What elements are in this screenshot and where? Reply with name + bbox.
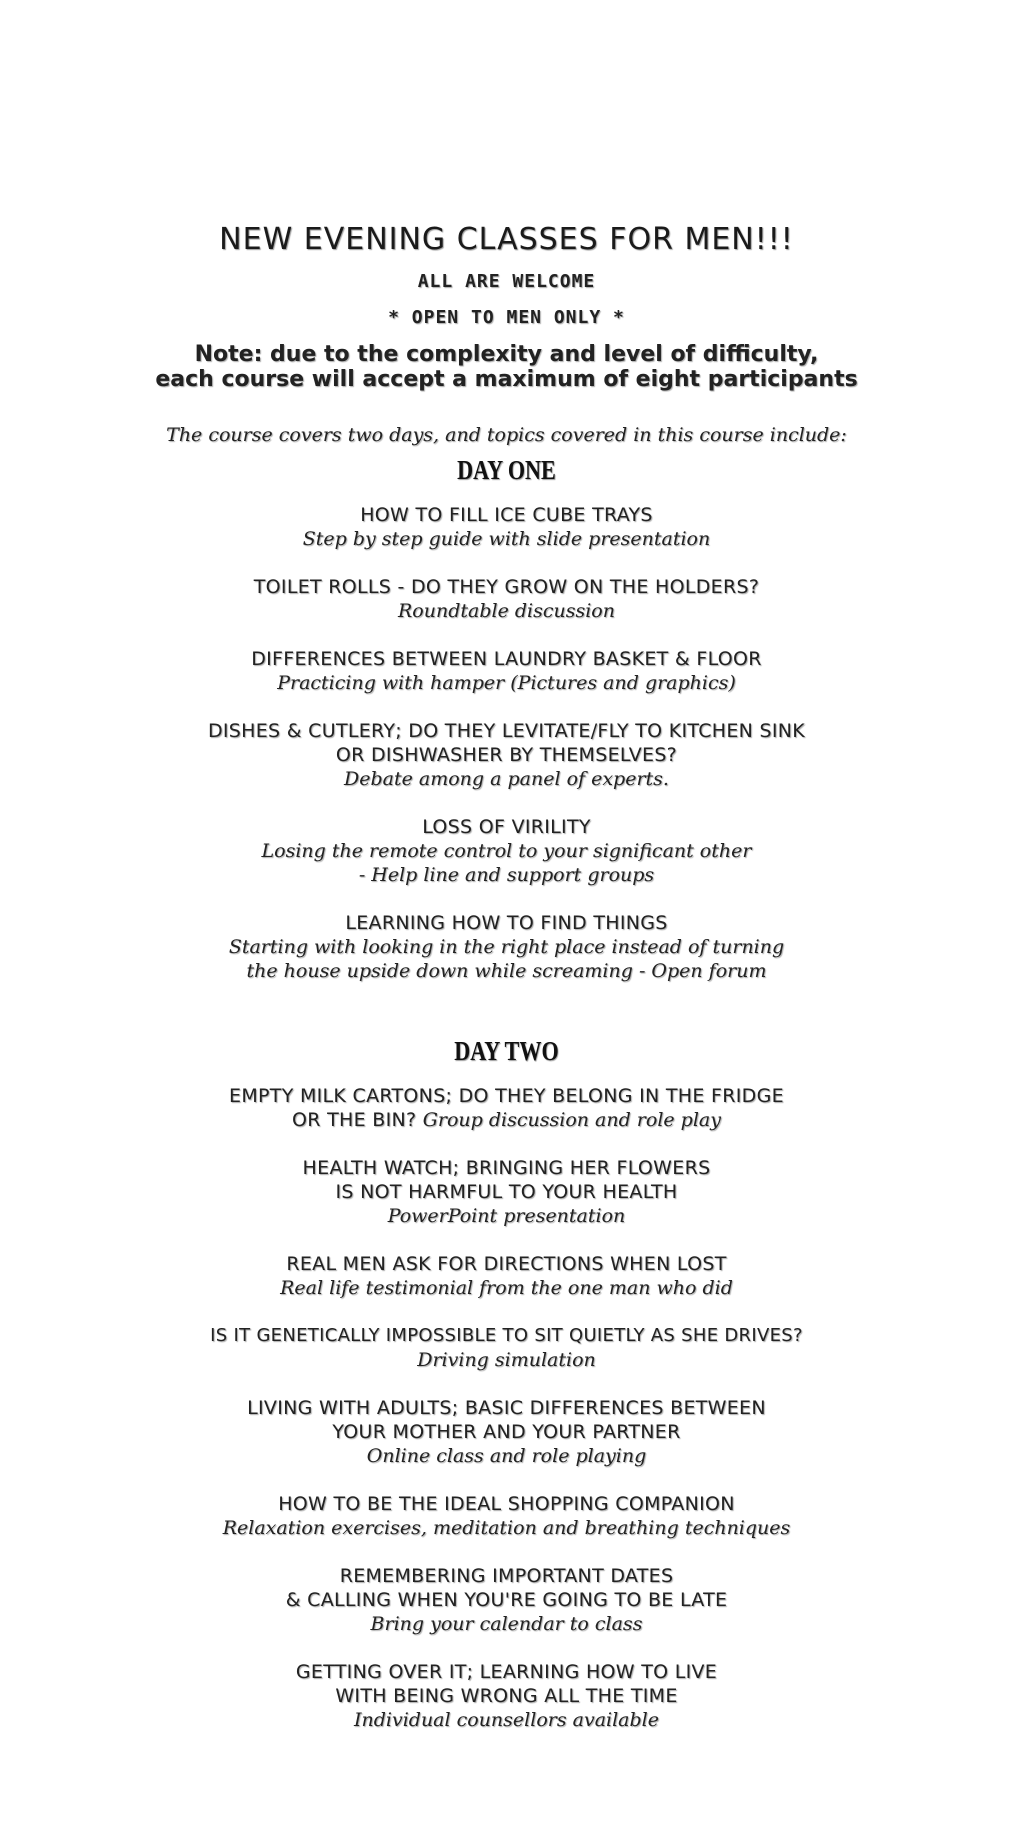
course-title: REMEMBERING IMPORTANT DATES [339, 1565, 674, 1587]
course-title: IS IT GENETICALLY IMPOSSIBLE TO SIT QUIETLY AS SHE DRIVES? [210, 1325, 803, 1346]
course-title: OR THE BIN? [292, 1109, 423, 1131]
page-title: NEW EVENING CLASSES FOR MEN!!! [219, 222, 794, 257]
course-format: Group discussion and role play [422, 1109, 721, 1131]
course-format: Debate among a panel of experts. [344, 768, 669, 790]
course-format: Driving simulation [417, 1349, 596, 1371]
course-format: Starting with looking in the right place instead of turning [228, 936, 785, 958]
course-title: HOW TO FILL ICE CUBE TRAYS [360, 504, 653, 526]
course-title: HEALTH WATCH; BRINGING HER FLOWERS [302, 1157, 711, 1179]
course-format: PowerPoint presentation [387, 1205, 626, 1227]
course-item [0, 1564, 1013, 1636]
course-format: Step by step guide with slide presentation [302, 528, 711, 550]
course-item [0, 1492, 1013, 1540]
course-title: TOILET ROLLS - DO THEY GROW ON THE HOLDERS? [253, 576, 760, 598]
course-item [0, 1324, 1013, 1372]
course-title: GETTING OVER IT; LEARNING HOW TO LIVE [295, 1661, 718, 1683]
course-item [0, 503, 1013, 551]
day-one-heading: DAY ONE [457, 455, 556, 485]
course-item [0, 1660, 1013, 1732]
course-item [0, 1396, 1013, 1468]
course-item [0, 1156, 1013, 1228]
course-title: WITH BEING WRONG ALL THE TIME [335, 1685, 678, 1707]
course-item [0, 719, 1013, 791]
course-title: LOSS OF VIRILITY [422, 816, 591, 838]
course-title: EMPTY MILK CARTONS; DO THEY BELONG IN THE FRIDGE [229, 1085, 784, 1107]
course-format: Practicing with hamper (Pictures and graphics) [277, 672, 736, 694]
course-title: IS NOT HARMFUL TO YOUR HEALTH [335, 1181, 678, 1203]
course-item [0, 647, 1013, 695]
course-format: Online class and role playing [366, 1445, 647, 1467]
course-title: HOW TO BE THE IDEAL SHOPPING COMPANION [278, 1493, 735, 1515]
note-line-2: each course will accept a maximum of eight participants [155, 367, 858, 392]
course-title: & CALLING WHEN YOU'RE GOING TO BE LATE [285, 1589, 728, 1611]
course-title: YOUR MOTHER AND YOUR PARTNER [332, 1421, 681, 1443]
course-title: LIVING WITH ADULTS; BASIC DIFFERENCES BETWEEN [247, 1397, 766, 1419]
course-item [0, 1252, 1013, 1300]
course-item [0, 575, 1013, 623]
welcome-line: ALL ARE WELCOME [417, 271, 596, 292]
note [0, 342, 1013, 392]
course-item [0, 911, 1013, 983]
day-two-heading: DAY TWO [454, 1036, 559, 1066]
course-item [0, 815, 1013, 887]
course-title: DIFFERENCES BETWEEN LAUNDRY BASKET & FLOOR [251, 648, 762, 670]
open-to-line: * OPEN TO MEN ONLY * [388, 307, 625, 328]
course-format: Real life testimonial from the one man who did [280, 1277, 733, 1299]
course-title: LEARNING HOW TO FIND THINGS [345, 912, 668, 934]
course-title: DISHES & CUTLERY; DO THEY LEVITATE/FLY TO KITCHEN SINK [207, 720, 806, 742]
course-mixed-line [292, 1109, 721, 1131]
course-format: Roundtable discussion [398, 600, 615, 622]
course-format: Losing the remote control to your significant other [261, 840, 752, 862]
course-title: REAL MEN ASK FOR DIRECTIONS WHEN LOST [286, 1253, 727, 1275]
note-line-1: Note: due to the complexity and level of difficulty, [194, 342, 819, 367]
course-format: Bring your calendar to class [370, 1613, 643, 1635]
course-title: OR DISHWASHER BY THEMSELVES? [335, 744, 678, 766]
intro-text: The course covers two days, and topics covered in this course include: [166, 424, 847, 446]
course-format: - Help line and support groups [358, 864, 655, 886]
course-format: Relaxation exercises, meditation and breathing techniques [222, 1517, 791, 1539]
course-format: Individual counsellors available [353, 1709, 659, 1731]
course-item [0, 1084, 1013, 1132]
course-format: the house upside down while screaming - Open forum [246, 960, 767, 982]
